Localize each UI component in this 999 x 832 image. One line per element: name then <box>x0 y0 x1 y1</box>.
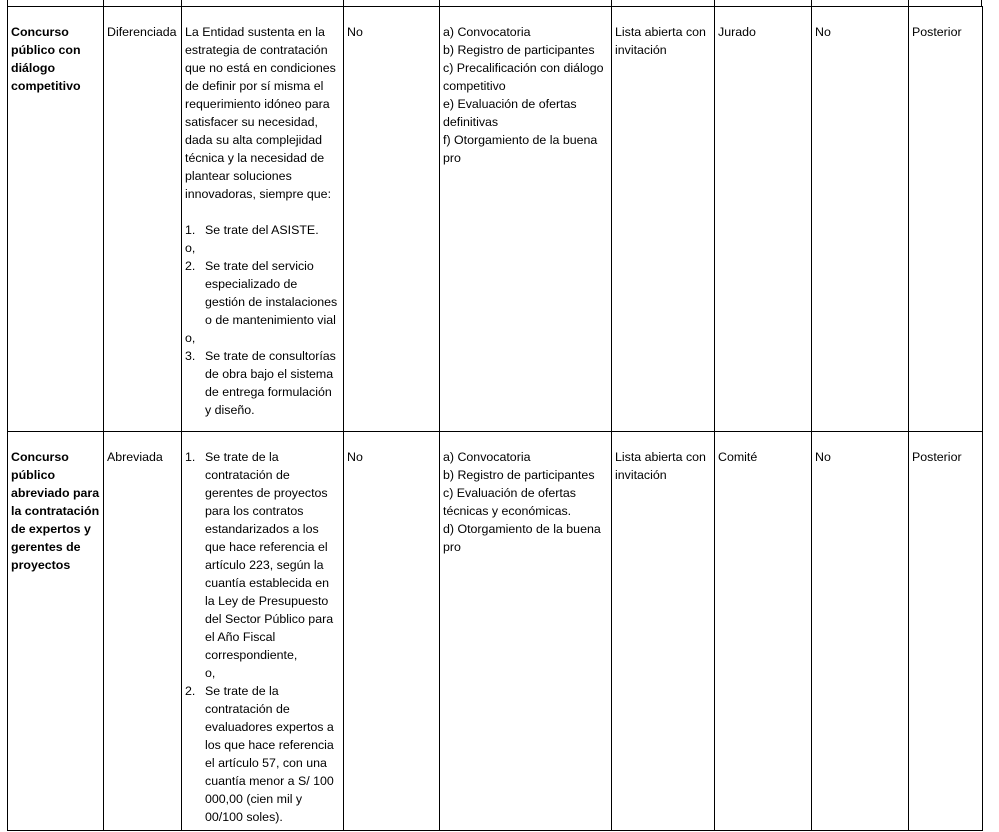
stage-item: c) Evaluación de ofertas técnicas y económicas. <box>443 486 576 518</box>
timing: Posterior <box>909 432 983 831</box>
conditions-list <box>185 448 340 826</box>
list-item: 2. Se trate de la contratación de evaluadores expertos a los que hace referencia el artículo 57, con una cuantía menor a S/ 100 000,00 (cien mil y 00/100 soles). <box>185 684 334 824</box>
col8-value: No <box>812 432 909 831</box>
separator: o, <box>205 666 216 680</box>
stages-cell <box>440 7 612 432</box>
list-item: 1. Se trate de la contratación de gerentes de proyectos para los contratos estandarizados a los que hace referencia el artículo 223, según la cuantía establecida en la Ley de Presupuesto del Sector Público para el Año Fiscal correspondiente, <box>185 450 334 662</box>
timing: Posterior <box>909 7 983 432</box>
procedures-table <box>7 6 983 831</box>
conditions-intro: La Entidad sustenta en la estrategia de contratación que no está en condiciones de definir por sí misma el requerimiento idóneo para satisfacer su necesidad, dada su alta complejidad técnica y la necesidad de plantear soluciones innovadoras, siempre que: <box>185 25 336 201</box>
stage-item: e) Evaluación de ofertas definitivas <box>443 97 577 129</box>
list-item: 3. Se trate de consultorías de obra bajo el sistema de entrega formulación y diseño. <box>185 349 336 417</box>
list-type: Lista abierta con invitación <box>612 432 715 831</box>
procedure-type: Abreviada <box>104 432 182 831</box>
col4-value: No <box>344 7 440 432</box>
col4-value: No <box>344 432 440 831</box>
stages-cell <box>440 432 612 831</box>
table-row <box>8 7 983 432</box>
procedure-type: Diferenciada <box>104 7 182 432</box>
conditions-cell <box>182 432 344 831</box>
stage-item: a) Convocatoria <box>443 25 531 39</box>
conditions-cell <box>182 7 344 432</box>
stage-item: f) Otorgamiento de la buena pro <box>443 133 598 165</box>
list-type: Lista abierta con invitación <box>612 7 715 432</box>
table-row <box>8 432 983 831</box>
conditions-list <box>185 221 340 419</box>
procedure-name: Concurso público con diálogo competitivo <box>8 7 104 432</box>
stage-item: d) Otorgamiento de la buena pro <box>443 522 601 554</box>
stage-item: c) Precalificación con diálogo competitivo <box>443 61 604 93</box>
stage-item: b) Registro de participantes <box>443 43 595 57</box>
stage-item: a) Convocatoria <box>443 450 531 464</box>
list-item: 1. Se trate del ASISTE. <box>185 223 319 237</box>
procedure-name: Concurso público abreviado para la contratación de expertos y gerentes de proyectos <box>8 432 104 831</box>
evaluator: Comité <box>715 432 812 831</box>
list-item: 2. Se trate del servicio especializado de gestión de instalaciones o de mantenimiento vial <box>185 259 338 327</box>
separator: o, <box>185 331 196 345</box>
col8-value: No <box>812 7 909 432</box>
evaluator: Jurado <box>715 7 812 432</box>
separator: o, <box>185 241 196 255</box>
stage-item: b) Registro de participantes <box>443 468 595 482</box>
